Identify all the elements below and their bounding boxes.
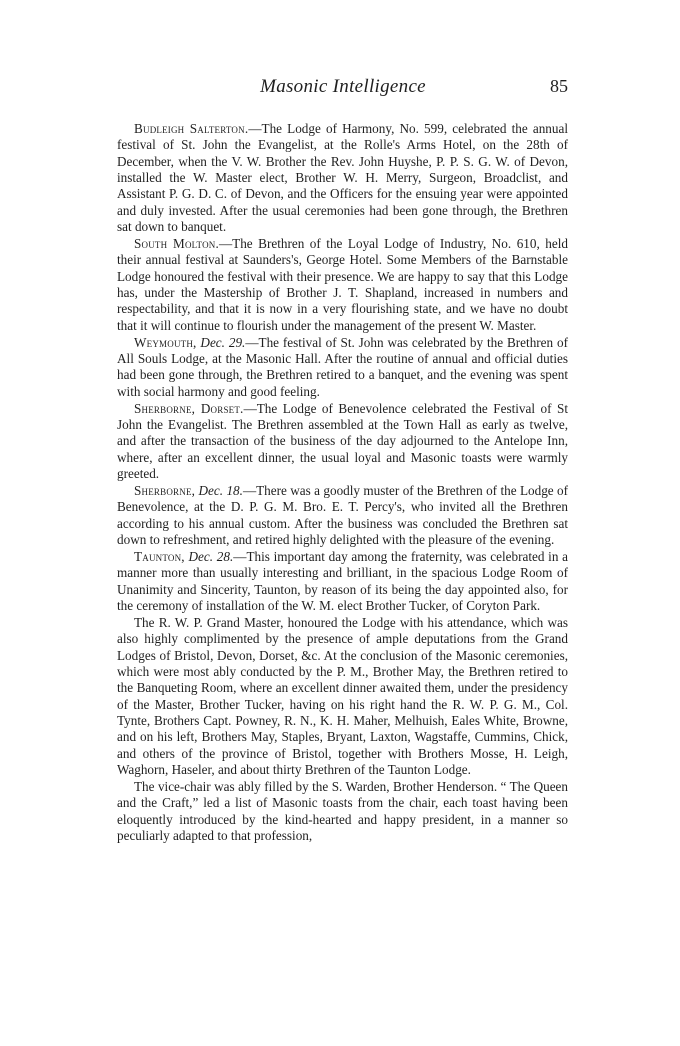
paragraph-text: —This important day among the fraternity, was celebrated in a manner more than usually interesting and brilliant, in the spacious Lodge Room of Unanimity and Sincerity, Taunton, by reason of its being the day appointed also, for the ceremony of installation of the W. M. elect Brother Tucker, of Coryton Park. (117, 548, 569, 613)
page-number: 85 (550, 76, 568, 96)
paragraph-text: —The Lodge of Benevolence celebrated the Festival of St John the Evangelist. The Brethren assembled at the Town Hall as early as twelve, and after the transaction of the business of the day adjourned to the Antelope Inn, where, after an excellent dinner, the usual loyal and Masonic toasts were warmly greeted. (117, 400, 568, 481)
place-heading: Sherborne, (134, 482, 196, 498)
paragraph-text: The R. W. P. Grand Master, honoured the Lodge with his attendance, which was also highly complimented by the presence of ample deputations from the Grand Lodges of Bristol, Devon, Dorset, &c. At the conclusion of the Masonic ceremonies, which were most ably conducted by the P. M., Brother May, the Brethren retired to the Banqueting Room, where an excellent dinner awaited them, under the presidency of the Master, Brother Tucker, having on his right hand the R. W. P. G. M., Col. Tynte, Brothers Capt. Powney, R. N., K. H. Maher, Melhuish, Eales White, Browne, and on his left, Brothers May, Staples, Bryant, Laxton, Wagstaffe, Cummins, Chick, and others of the province of Bristol, together with Brothers Mosse, H. Leigh, Waghorn, Haseler, and about thirty Brethren of the Taunton Lodge. (117, 614, 568, 777)
paragraph-text: —The festival of St. John was celebrated by the Brethren of All Souls Lodge, at the Masonic Hall. After the routine of annual and official duties had been gone through, the Brethren retired to a banquet, and the evening was spent with social harmony and good feeling. (117, 334, 568, 399)
place-heading: South Molton. (134, 236, 219, 251)
date-heading: Dec. 29. (196, 334, 246, 350)
paragraph-text: —The Brethren of the Loyal Lodge of Industry, No. 610, held their annual festival at Saunders's, George Hotel. Some Members of the Barnstable Lodge honoured the festival with their presence. We are happy to say that this Lodge has, under the Mastership of Brother J. T. Shapland, increased in numbers and respectability, and that it is now in a very flourishing state, and we have no doubt that it will continue to flourish under the management of the present W. Master. (117, 236, 568, 333)
place-heading: Weymouth, (134, 334, 197, 350)
running-title: Masonic Intelligence (260, 76, 426, 97)
paragraph-text: —The Lodge of Harmony, No. 599, celebrated the annual festival of St. John the Evangelist, at the Rolle's Arms Hotel, on the 28th of December, when the V. W. Brother the Rev. John Huyshe, P. P. S. G. W. of Devon, installed the W. Master elect, Brother W. H. Merry, Surgeon, Broadclist, and Assistant P. G. D. C. of Devon, and the Officers for the ensuing year were appointed and duly invested. After the usual ceremonies had been gone through, the Brethren sat down to banquet. (117, 121, 568, 235)
paragraph-vice-chair (117, 779, 568, 844)
paragraph-weymouth (117, 335, 568, 400)
paragraph-text: The vice-chair was ably filled by the S. Warden, Brother Henderson. “ The Queen and the Craft,” led a list of Masonic toasts from the chair, each toast having been eloquently introduced by the kind-hearted and happy president, in a manner so peculiarly adapted to that profession, (117, 778, 568, 843)
place-heading: Budleigh Salterton. (134, 121, 249, 136)
paragraph-grand-master (117, 615, 568, 778)
paragraph-south-molton (117, 236, 568, 334)
paragraph-sherborne-dorset (117, 401, 568, 483)
date-heading: Dec. 18. (195, 482, 243, 498)
place-heading: Sherborne, Dorset. (134, 400, 244, 416)
paragraph-sherborne-dec (117, 483, 568, 548)
date-heading: Dec. 28. (184, 548, 234, 564)
article-body (117, 121, 568, 845)
paragraph-budleigh-salterton (117, 121, 568, 235)
place-heading: Taunton, (134, 548, 185, 564)
running-head (118, 76, 568, 102)
paragraph-text: —There was a goodly muster of the Brethren of the Lodge of Benevolence, at the D. P. G. M. Bro. E. T. Percy's, who invited all the Brethren according to his annual custom. After the business was concluded the Brethren sat down to refreshment, and retired highly delighted with the pleasure of the evening. (117, 482, 569, 547)
paragraph-taunton (117, 549, 568, 614)
